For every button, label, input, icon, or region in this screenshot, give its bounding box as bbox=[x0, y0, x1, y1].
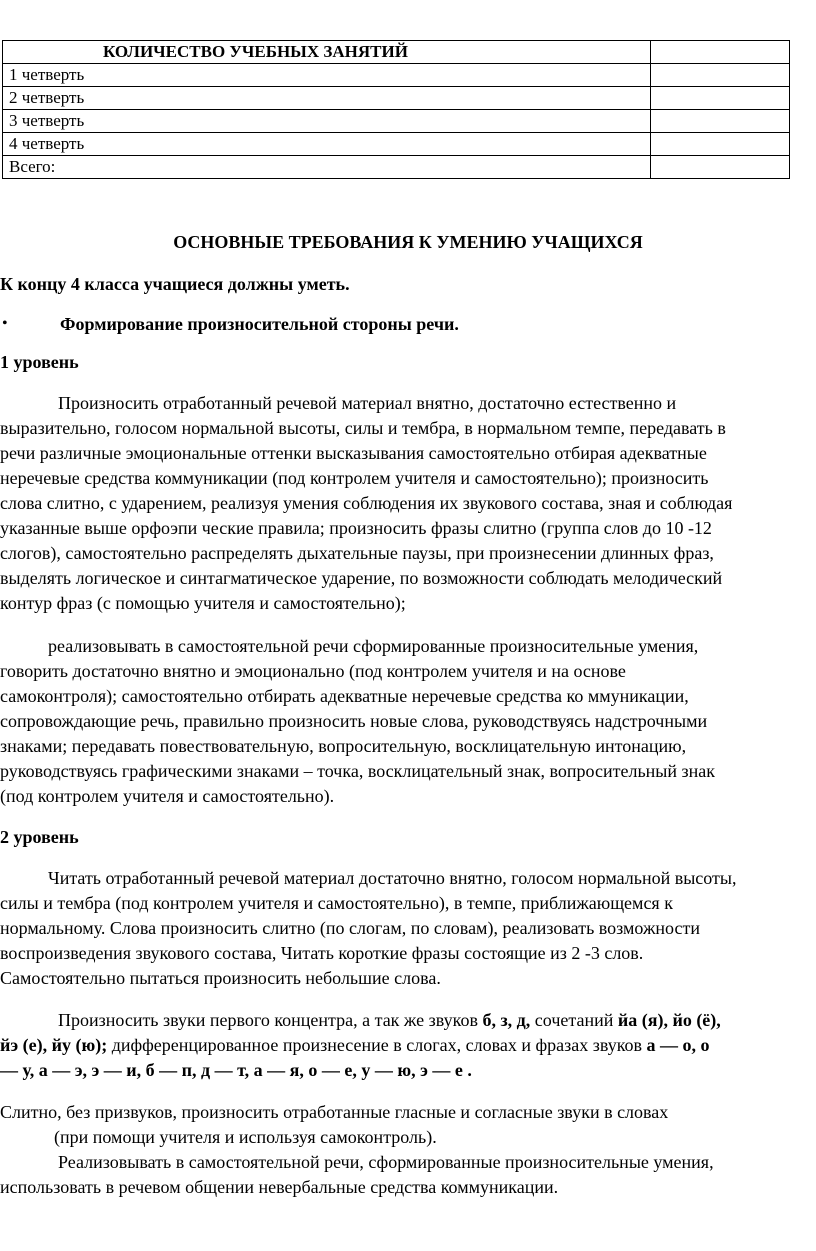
text-line: руководствуясь графическими знаками – точка, восклицательный знак, вопросительный знак bbox=[0, 761, 715, 781]
text-line: слогов), самостоятельно распределять дыхательные паузы, при произнесении длинных фраз, bbox=[0, 543, 714, 563]
table-header-row bbox=[3, 41, 790, 64]
table-value-cell bbox=[651, 156, 790, 179]
level2-heading: 2 уровень bbox=[0, 827, 79, 847]
table-row-label: Всего: bbox=[3, 156, 651, 179]
table-row-label: 4 четверть bbox=[3, 133, 651, 156]
text-line: говорить достаточно внятно и эмоционально (под контролем учителя и на основе bbox=[0, 661, 626, 681]
text-line bbox=[0, 1033, 710, 1057]
table-value-cell bbox=[651, 41, 790, 64]
text-line: реализовывать в самостоятельной речи сформированные произносительные умения, bbox=[48, 636, 699, 656]
text-line: контур фраз (с помощью учителя и самостоятельно); bbox=[0, 593, 406, 613]
text-span: сочетаний bbox=[530, 1010, 618, 1030]
table-row-label: 3 четверть bbox=[3, 110, 651, 133]
text-line: (под контролем учителя и самостоятельно). bbox=[0, 786, 335, 806]
text-line: указанные выше орфоэпи ческие правила; произносить фразы слитно (группа слов до 10 -12 bbox=[0, 518, 712, 538]
text-span: Произносить звуки первого концентра, а так же звуков bbox=[58, 1010, 483, 1030]
text-line: силы и тембра (под контролем учителя и самостоятельно), в темпе, приближающемся к bbox=[0, 893, 673, 913]
table-value-cell bbox=[651, 133, 790, 156]
text-line: слова слитно, с ударением, реализуя умения соблюдения их звукового состава, зная и соблюдая bbox=[0, 493, 733, 513]
bullet-icon: • bbox=[2, 315, 8, 332]
level1-heading: 1 уровень bbox=[0, 352, 79, 372]
text-line: неречевые средства коммуникации (под контролем учителя и самостоятельно); произносить bbox=[0, 468, 709, 488]
text-line: Слитно, без призвуков, произносить отработанные гласные и согласные звуки в словах bbox=[0, 1102, 669, 1122]
combinations-bold: йа (я), йо (ё), bbox=[617, 1010, 721, 1030]
table-header: КОЛИЧЕСТВО УЧЕБНЫХ ЗАНЯТИЙ bbox=[3, 41, 651, 64]
intro-text: К концу 4 класса учащиеся должны уметь. bbox=[0, 274, 350, 294]
text-line: использовать в речевом общении невербальные средства коммуникации. bbox=[0, 1177, 559, 1197]
section-title: ОСНОВНЫЕ ТРЕБОВАНИЯ К УМЕНИЮ УЧАЩИХСЯ bbox=[173, 232, 643, 252]
table-row bbox=[3, 133, 790, 156]
table-row bbox=[3, 64, 790, 87]
sounds-bold: б, з, д, bbox=[482, 1010, 531, 1030]
table-row bbox=[3, 156, 790, 179]
text-line: воспроизведения звукового состава, Читать короткие фразы состоящие из 2 -3 слов. bbox=[0, 943, 644, 963]
combinations-bold: йэ (е), йу (ю); bbox=[0, 1035, 108, 1055]
text-line: Читать отработанный речевой материал достаточно внятно, голосом нормальной высоты, bbox=[48, 868, 737, 888]
table-row bbox=[3, 110, 790, 133]
lessons-count-table bbox=[2, 40, 790, 179]
text-line: самоконтроля); самостоятельно отбирать адекватные неречевые средства ко ммуникации, bbox=[0, 686, 689, 706]
text-line: Произносить отработанный речевой материал внятно, достаточно естественно и bbox=[58, 393, 677, 413]
text-line bbox=[58, 1008, 721, 1032]
text-line: Самостоятельно пытаться произносить небольшие слова. bbox=[0, 968, 441, 988]
text-line: — у, а — э, э — и, б — п, д — т, а — я, о — е, у — ю, э — е . bbox=[0, 1060, 472, 1080]
pairs-bold: а — о, о bbox=[646, 1035, 710, 1055]
table-value-cell bbox=[651, 64, 790, 87]
table-value-cell bbox=[651, 110, 790, 133]
table-row bbox=[3, 87, 790, 110]
text-line: выделять логическое и синтагматическое ударение, по возможности соблюдать мелодический bbox=[0, 568, 723, 588]
text-span: дифференцированное произнесение в слогах, словах и фразах звуков bbox=[107, 1035, 647, 1055]
bullet-text: Формирование произносительной стороны речи. bbox=[60, 314, 459, 334]
text-line: речи различные эмоциональные оттенки высказывания самостоятельно отбирая адекватные bbox=[0, 443, 707, 463]
text-line: знаками; передавать повествовательную, вопросительную, восклицательную интонацию, bbox=[0, 736, 687, 756]
table-row-label: 2 четверть bbox=[3, 87, 651, 110]
text-line: выразительно, голосом нормальной высоты, силы и тембра, в нормальном темпе, передавать в bbox=[0, 418, 726, 438]
table-value-cell bbox=[651, 87, 790, 110]
text-line: нормальному. Слова произносить слитно (по слогам, по словам), реализовать возможности bbox=[0, 918, 700, 938]
text-line: (при помощи учителя и используя самоконтроль). bbox=[54, 1127, 437, 1147]
text-line: сопровождающие речь, правильно произносить новые слова, руководствуясь надстрочными bbox=[0, 711, 708, 731]
text-line: Реализовывать в самостоятельной речи, сформированные произносительные умения, bbox=[58, 1152, 714, 1172]
table-row-label: 1 четверть bbox=[3, 64, 651, 87]
